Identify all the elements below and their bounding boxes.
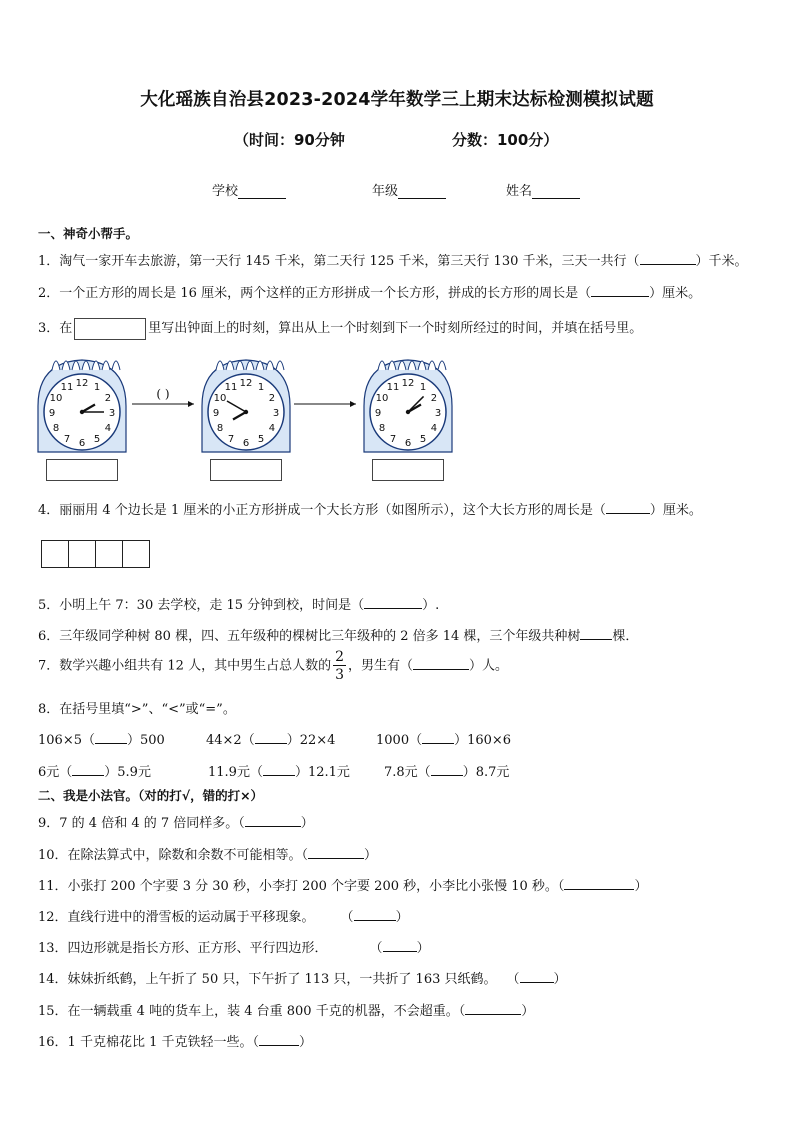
clock-2-time-box[interactable] [210, 459, 282, 481]
question-3: 3．在 里写出钟面上的时刻，算出从上一个时刻到下一个时刻所经过的时间，并填在括号里。 [38, 317, 642, 340]
clock-numeral: 7 [63, 433, 71, 445]
unit-square [122, 540, 150, 568]
clock-numeral: 3 [108, 408, 116, 419]
clock-numeral: 8 [216, 423, 224, 434]
question-2: 2．一个正方形的周长是 16 厘米，两个这样的正方形拼成一个长方形，拼成的长方形的周长是（ ）厘米。 [38, 282, 701, 301]
clock-numeral: 3 [272, 408, 280, 419]
clock-numeral: 4 [268, 423, 276, 434]
alarm-clock-2 [202, 360, 290, 452]
clock-numeral: 12 [401, 378, 415, 389]
clock-numeral: 12 [239, 378, 253, 389]
question-15: 15．在一辆载重 4 吨的货车上，装 4 台重 800 千克的机器，不会超重。（ ） [38, 1000, 534, 1019]
clock-numeral: 8 [378, 423, 386, 434]
alarm-clock-3 [364, 360, 452, 452]
question-10: 10．在除法算式中，除数和余数不可能相等。（ ） [38, 844, 377, 863]
question-4: 4．丽丽用 4 个边长是 1 厘米的小正方形拼成一个大长方形（如图所示），这个大长方形的周长是（ ）厘米。 [38, 499, 702, 518]
clock-numeral: 10 [375, 393, 389, 404]
clock-numeral: 3 [434, 408, 442, 419]
compare-6: 7.8元（ ）8.7元 [384, 761, 509, 780]
question-9: 9．7 的 4 倍和 4 的 7 倍同样多。（ ） [38, 812, 314, 831]
clock-numeral: 6 [404, 438, 412, 449]
question-12: 12．直线行进中的滑雪板的运动属于平移现象。 （ ） [38, 906, 409, 925]
section-1-heading: 一、神奇小帮手。 [38, 226, 139, 241]
question-8: 8．在括号里填“>”、“<”或“=”。 [38, 702, 236, 717]
name-field: 姓名 [506, 180, 580, 199]
clock-numeral: 7 [389, 433, 397, 445]
compare-2: 44×2（ ）22×4 [206, 729, 335, 748]
clock-numeral: 1 [93, 382, 101, 394]
unit-square [68, 540, 96, 568]
clock-3-time-box[interactable] [372, 459, 444, 481]
clock-numeral: 11 [386, 382, 400, 394]
compare-5: 11.9元（ ）12.1元 [208, 761, 350, 780]
clock-numeral: 12 [75, 378, 89, 389]
clock-numeral: 10 [213, 393, 227, 404]
clock-numeral: 6 [78, 438, 86, 449]
compare-1: 106×5（ ）500 [38, 729, 165, 748]
clock-numeral: 5 [93, 433, 101, 445]
clock-numeral: 9 [48, 408, 56, 419]
compare-3: 1000（ ）160×6 [376, 729, 511, 748]
clock-numeral: 6 [242, 438, 250, 449]
elapsed-time-blank: ( ) [156, 387, 170, 401]
clock-numeral: 5 [419, 433, 427, 445]
clock-1-time-box[interactable] [46, 459, 118, 481]
school-field: 学校 [212, 180, 286, 199]
clock-numeral: 11 [224, 382, 238, 394]
alarm-clock-1 [38, 360, 126, 452]
clock-numeral: 9 [374, 408, 382, 419]
section-2-heading: 二、我是小法官。（对的打√，错的打×） [38, 788, 264, 803]
clock-numeral: 2 [268, 393, 276, 404]
question-11: 11．小张打 200 个字要 3 分 30 秒，小李打 200 个字要 200 秒，小李比小张慢 10 秒。（ ） [38, 875, 647, 894]
clock-numeral: 2 [430, 393, 438, 404]
time-label: （时间：90分钟 [234, 131, 345, 149]
clock-numeral: 7 [227, 433, 235, 445]
question-5: 5．小明上午 7：30 去学校，走 15 分钟到校，时间是（ ）. [38, 594, 439, 613]
grade-field: 年级 [372, 180, 446, 199]
clock-numeral: 11 [60, 382, 74, 394]
question-6: 6．三年级同学种树 80 棵，四、五年级种的棵树比三年级种的 2 倍多 14 棵，三个年级共种树 棵． [38, 625, 638, 644]
question-13: 13．四边形就是指长方形、正方形、平行四边形． （ ） [38, 937, 430, 956]
question-14: 14．妹妹折纸鹤，上午折了 50 只，下午折了 113 只，一共折了 163 只纸鹤。 （ ） [38, 968, 567, 987]
question-1: 1．淘气一家开车去旅游，第一天行 145 千米，第二天行 125 千米，第三天行 130 千米，三天一共行（ ）千米。 [38, 250, 748, 269]
clock-numeral: 4 [104, 423, 112, 434]
score-label: 分数：100分） [452, 131, 559, 149]
unit-square [95, 540, 123, 568]
compare-4: 6元（ ）5.9元 [38, 761, 151, 780]
unit-square [41, 540, 69, 568]
clock-numeral: 1 [257, 382, 265, 394]
clock-numeral: 1 [419, 382, 427, 394]
fraction-two-thirds: $\frac{2}{3}$ [335, 649, 344, 683]
clock-numeral: 2 [104, 393, 112, 404]
question-7: 7．数学兴趣小组共有 12 人，其中男生占总人数的 $\frac{2}{3}$ ，男生有（ ）人。 [38, 649, 509, 683]
clock-numeral: 10 [49, 393, 63, 404]
clock-numeral: 9 [212, 408, 220, 419]
clock-numeral: 8 [52, 423, 60, 434]
exam-title: 大化瑶族自治县2023-2024学年数学三上期末达标检测模拟试题 [140, 90, 654, 110]
clock-numeral: 5 [257, 433, 265, 445]
clock-numeral: 4 [430, 423, 438, 434]
question-16: 16．1 千克棉花比 1 千克铁轻一些。（ ） [38, 1031, 312, 1050]
four-squares-figure [42, 540, 150, 568]
